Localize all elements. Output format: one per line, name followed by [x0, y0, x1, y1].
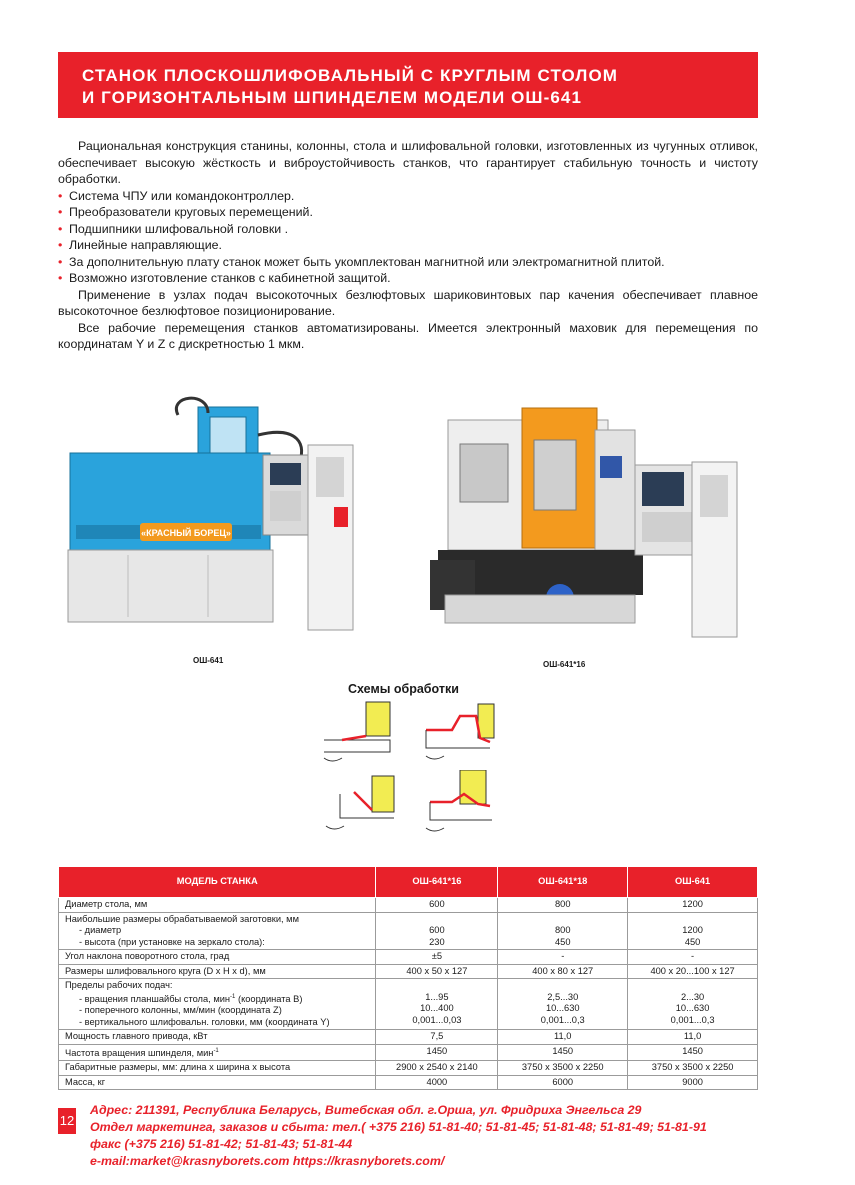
- cell-value: -: [498, 950, 628, 965]
- intro-paragraph-3: Все рабочие перемещения станков автоматизированы. Имеется электронный маховик для перемещения по координатам Y и Z с дискретностью 1 мкм.: [58, 320, 758, 351]
- email-web-line[interactable]: e-mail:market@krasnyborets.com https://krasnyborets.com/: [90, 1154, 445, 1168]
- column-header: ОШ-641*18: [498, 867, 628, 898]
- schemes-title: Схемы обработки: [348, 682, 459, 696]
- specifications-table: [58, 866, 758, 1090]
- bullet-icon: •: [58, 205, 63, 219]
- page-title-line-2: И ГОРИЗОНТАЛЬНЫМ ШПИНДЕЛЕМ МОДЕЛИ ОШ-641: [82, 88, 583, 107]
- cell-value: 4000: [376, 1075, 498, 1090]
- cell-value: [498, 979, 628, 1030]
- fax-line: факс (+375 216) 51-81-42; 51-81-43; 51-81-44: [90, 1137, 353, 1151]
- bullet-icon: •: [58, 271, 63, 285]
- row-label: Частота вращения шпинделя, мин$^{-1}$: [59, 1044, 376, 1061]
- table-row: [59, 898, 758, 913]
- table-row: [59, 1030, 758, 1045]
- feature-label: Подшипники шлифовальной головки .: [69, 221, 289, 236]
- feature-list: [58, 188, 758, 287]
- contact-footer: [90, 1102, 707, 1170]
- feature-item: [58, 237, 758, 254]
- cell-value: 1200: [628, 898, 758, 913]
- cell-value: [376, 979, 498, 1030]
- feature-label: Линейные направляющие.: [69, 238, 222, 252]
- address-line: Адрес: 211391, Республика Беларусь, Витебская обл. г.Орша, ул. Фридриха Энгельса 29: [90, 1103, 642, 1117]
- machine-photo-osh-641-16: [430, 400, 745, 645]
- table-row: [59, 964, 758, 979]
- row-label: Размеры шлифовального круга (D x H x d), мм: [59, 964, 376, 979]
- cell-value: 9000: [628, 1075, 758, 1090]
- cell-line: 230: [429, 936, 445, 947]
- row-sublabel: - высота (при установке на зеркало стола):: [79, 936, 265, 947]
- machining-scheme-3: [320, 770, 400, 835]
- cell-line: 2,5...30: [547, 991, 579, 1002]
- table-header-row: [59, 867, 758, 898]
- cell-value: [628, 912, 758, 950]
- cell-value: 400 x 20...100 x 127: [628, 964, 758, 979]
- row-label: Диаметр стола, мм: [59, 898, 376, 913]
- column-header: ОШ-641*16: [376, 867, 498, 898]
- feature-label: За дополнительную плату станок может быть укомплектован магнитной или электромагнитной плитой.: [69, 254, 665, 269]
- row-label: [59, 979, 376, 1030]
- feature-item: [58, 188, 758, 205]
- cell-line: 450: [554, 936, 571, 947]
- row-sublabel: - вращения планшайбы стола, мин$^{-1}$ (координата В): [79, 993, 303, 1004]
- row-heading: Наибольшие размеры обрабатываемой заготовки, мм: [65, 913, 299, 924]
- table-row: [59, 1061, 758, 1076]
- table-row: [59, 979, 758, 1030]
- row-label: Масса, кг: [59, 1075, 376, 1090]
- page-number: 12: [58, 1108, 76, 1134]
- cell-value: 1450: [628, 1044, 758, 1061]
- row-heading: Пределы рабочих подач:: [65, 980, 173, 990]
- cell-line: 1...95: [425, 991, 449, 1002]
- cell-line: 10...630: [545, 1003, 580, 1013]
- feature-label: Система ЧПУ или командоконтроллер.: [69, 188, 295, 203]
- table-row: [59, 1075, 758, 1090]
- row-sublabel: - диаметр: [79, 925, 122, 935]
- column-header: ОШ-641: [628, 867, 758, 898]
- column-header: МОДЕЛЬ СТАНКА: [59, 867, 376, 898]
- cell-value: 3750 x 3500 x 2250: [498, 1061, 628, 1076]
- cell-line: 0,001...0,3: [670, 1014, 715, 1025]
- cell-value: 6000: [498, 1075, 628, 1090]
- machining-scheme-2: [420, 700, 500, 765]
- bullet-icon: •: [58, 238, 63, 252]
- cell-value: 7,5: [376, 1030, 498, 1045]
- cell-value: 11,0: [628, 1030, 758, 1045]
- machining-scheme-4: [420, 770, 500, 835]
- row-label: Габаритные размеры, мм: длина х ширина х высота: [59, 1061, 376, 1076]
- page-title-line-1: СТАНОК ПЛОСКОШЛИФОВАЛЬНЫЙ С КРУГЛЫМ СТОЛОМ: [82, 66, 619, 85]
- cell-line: 450: [684, 936, 701, 947]
- feature-item: [58, 204, 758, 221]
- feature-item: [58, 221, 758, 238]
- table-row: [59, 950, 758, 965]
- cell-value: 1450: [498, 1044, 628, 1061]
- cell-line: 800: [554, 925, 571, 935]
- cell-line: 10...630: [675, 1003, 710, 1013]
- bullet-icon: •: [58, 221, 63, 236]
- cell-value: 1450: [376, 1044, 498, 1061]
- cell-value: ±5: [376, 950, 498, 965]
- cell-value: [628, 979, 758, 1030]
- intro-text: [58, 138, 758, 353]
- table-row: [59, 912, 758, 950]
- machine-photo-osh-641: [58, 395, 363, 640]
- row-sublabel: - вертикального шлифовальн. головки, мм (координата Y): [79, 1016, 330, 1027]
- machining-scheme-1: [320, 700, 400, 765]
- machine-brand-label: «КРАСНЫЙ БОРЕЦ»: [141, 528, 231, 538]
- title-banner: [58, 52, 758, 118]
- row-sublabel: - поперечного колонны, мм/мин (координата Z): [79, 1005, 282, 1016]
- phone-line: Отдел маркетинга, заказов и сбыта: тел.( +375 216) 51-81-40; 51-81-45; 51-81-48; 51-81-49; 51-81-91: [90, 1120, 707, 1134]
- row-label: [59, 912, 376, 950]
- row-label: Угол наклона поворотного стола, град: [59, 950, 376, 965]
- bullet-icon: •: [58, 254, 63, 269]
- cell-value: 800: [498, 898, 628, 913]
- cell-value: 400 x 80 x 127: [498, 964, 628, 979]
- cell-value: 11,0: [498, 1030, 628, 1045]
- table-row: [59, 1044, 758, 1061]
- cell-line: 2...30: [680, 991, 705, 1002]
- intro-paragraph-1: Рациональная конструкция станины, колонны, стола и шлифовальной головки, изготовленных из чугунных отливок, обеспечивает высокую жёсткость и виброустойчивость станков, что гарантирует стабильную точность и чистоту обработки.: [58, 139, 758, 186]
- cell-value: 2900 x 2540 x 2140: [376, 1061, 498, 1076]
- cell-line: 0,001...0,3: [540, 1014, 585, 1025]
- cell-line: 0,001...0,03: [412, 1014, 462, 1025]
- cell-line: 1200: [682, 925, 703, 935]
- cell-value: -: [628, 950, 758, 965]
- cell-value: [498, 912, 628, 950]
- cell-value: [376, 912, 498, 950]
- feature-label: Возможно изготовление станков с кабинетной защитой.: [69, 271, 391, 285]
- bullet-icon: •: [58, 188, 63, 203]
- cell-value: 400 x 50 x 127: [376, 964, 498, 979]
- row-label: Мощность главного привода, кВт: [59, 1030, 376, 1045]
- photo-caption-left: ОШ-641: [193, 656, 224, 665]
- feature-label: Преобразователи круговых перемещений.: [69, 205, 313, 219]
- cell-line: 10...400: [420, 1003, 454, 1013]
- cell-value: 600: [376, 898, 498, 913]
- intro-paragraph-2: Применение в узлах подач высокоточных безлюфтовых шариковинтовых пар качения обеспечивает плавное высокоточное безлюфтовое позиционирование.: [58, 287, 758, 318]
- feature-item: [58, 270, 758, 287]
- feature-item: [58, 254, 758, 271]
- cell-line: 600: [429, 925, 445, 935]
- cell-value: 3750 x 3500 x 2250: [628, 1061, 758, 1076]
- photo-caption-right: ОШ-641*16: [543, 660, 586, 669]
